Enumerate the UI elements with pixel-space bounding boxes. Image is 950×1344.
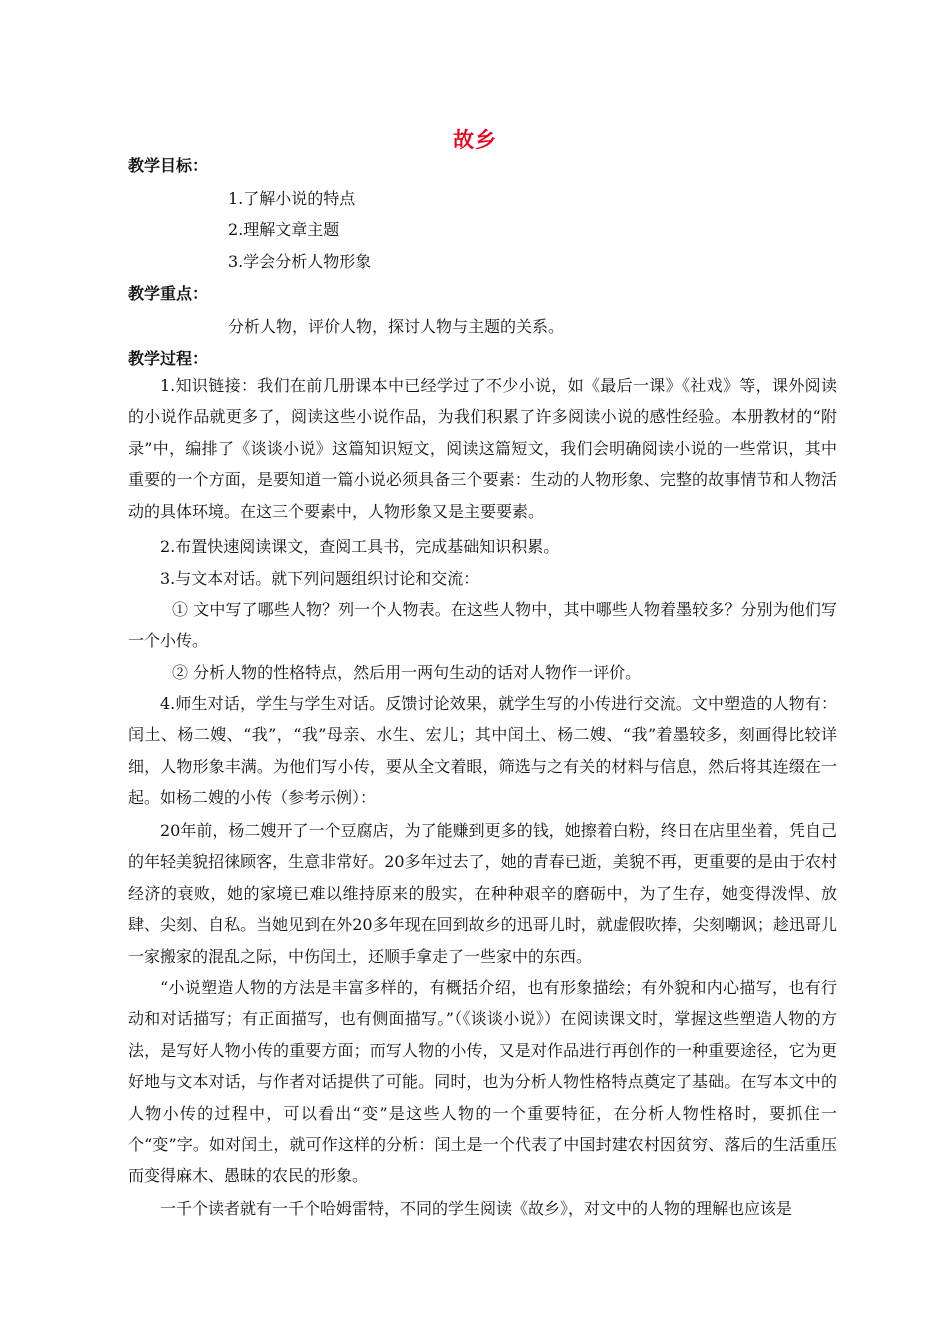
process-paragraph: ② 分析人物的性格特点，然后用一两句生动的话对人物作一评价。 <box>172 663 642 682</box>
process-paragraph: 3.与文本对话。就下列问题组织讨论和交流： <box>160 569 480 588</box>
key-points-text: 分析人物，评价人物，探讨人物与主题的关系。 <box>228 317 565 336</box>
process-heading: 教学过程： <box>128 349 209 368</box>
key-points-heading: 教学重点： <box>128 284 209 303</box>
process-paragraph: ① 文中写了哪些人物？列一个人物表。在这些人物中，其中哪些人物着墨较多？分别为他们写一个小传。 <box>128 600 837 651</box>
process-paragraph: 2.布置快速阅读课文，查阅工具书，完成基础知识积累。 <box>160 537 560 556</box>
process-paragraph: 20年前，杨二嫂开了一个豆腐店，为了能赚到更多的钱，她擦着白粉，终日在店里坐着，凭自己的年轻美貌招徕顾客，生意非常好。20多年过去了，她的青春已逝，美貌不再，更重要的是由于农村经济的衰败，她的家境已难以维持原来的殷实，在种种艰辛的磨砺中，为了生存，她变得泼悍、放肆、尖刻、自私。当她见到在外20多年现在回到故乡的迅哥儿时，就虚假吹捧，尖刻嘲讽；趁迅哥儿一家搬家的混乱之际，中伤闰土，还顺手拿走了一些家中的东西。 <box>128 821 837 966</box>
process-paragraph: 4.师生对话，学生与学生对话。反馈讨论效果，就学生写的小传进行交流。文中塑造的人物有：闰土、杨二嫂、“我”，“我”母亲、水生、宏儿；其中闰土、杨二嫂、“我”着墨较多，刻画得比较详细，人物形象丰满。为他们写小传，要从全文着眼，筛选与之有关的材料与信息，然后将其连缀在一起。如杨二嫂的小传（参考示例）： <box>128 694 837 808</box>
objective-item: 1.了解小说的特点 <box>228 189 356 208</box>
process-paragraph: “小说塑造人物的方法是丰富多样的，有概括介绍，也有形象描绘；有外貌和内心描写，也有行动和对话描写；有正面描写，也有侧面描写。”（《谈谈小说》）在阅读课文时，掌握这些塑造人物的方法，是写好人物小传的重要方面；而写人物的小传，又是对作品进行再创作的一种重要途径，它为更好地与文本对话，与作者对话提供了可能。同时，也为分析人物性格特点奠定了基础。在写本文中的人物小传的过程中，可以看出“变”是这些人物的一个重要特征，在分析人物性格时，要抓住一个“变”字。如对闰土，就可作这样的分析：闰土是一个代表了中国封建农村因贫穷、落后的生活重压而变得麻木、愚昧的农民的形象。 <box>128 978 837 1186</box>
objective-item: 3.学会分析人物形象 <box>228 252 372 271</box>
process-paragraph: 一千个读者就有一千个哈姆雷特，不同的学生阅读《故乡》，对文中的人物的理解也应该是 <box>160 1199 793 1218</box>
objective-item: 2.理解文章主题 <box>228 220 340 239</box>
objectives-heading: 教学目标： <box>128 156 209 175</box>
process-paragraph: 1.知识链接：我们在前几册课本中已经学过了不少小说，如《最后一课》《社戏》等，课外阅读的小说作品就更多了，阅读这些小说作品，为我们积累了许多阅读小说的感性经验。本册教材的“附录”中，编排了《谈谈小说》这篇知识短文，阅读这篇短文，我们会明确阅读小说的一些常识，其中重要的一个方面，是要知道一篇小说必须具备三个要素：生动的人物形象、完整的故事情节和人物活动的具体环境。在这三个要素中，人物形象又是主要要素。 <box>128 376 837 521</box>
document-title: 故乡 <box>453 127 497 152</box>
